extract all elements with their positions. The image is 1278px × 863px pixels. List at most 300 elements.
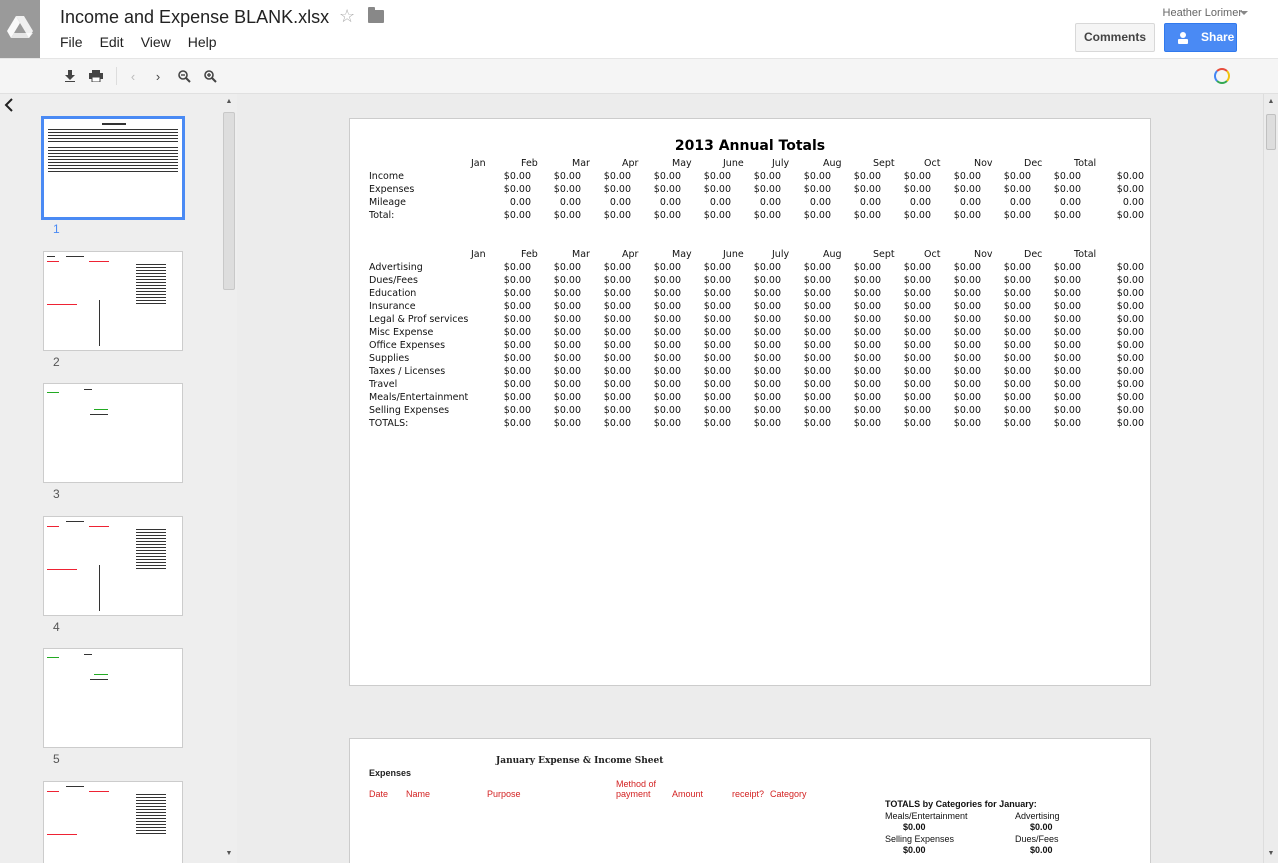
table-cell[interactable]: $0.00 [503,262,531,273]
table-cell[interactable]: $0.00 [703,392,731,403]
table-cell[interactable]: $0.00 [753,210,781,221]
month-header: July [772,158,790,169]
table-cell[interactable]: 0.00 [859,197,881,208]
table-cell[interactable]: 0.00 [1122,197,1144,208]
table-cell[interactable]: $0.00 [953,184,981,195]
scroll-down-icon[interactable]: ▼ [1267,850,1275,857]
table-cell[interactable]: $0.00 [703,184,731,195]
totals-label: Meals/Entertainment [885,811,968,821]
table-cell[interactable]: $0.00 [653,353,681,364]
table-cell[interactable]: $0.00 [1003,418,1031,429]
row-label: Office Expenses [369,340,446,351]
thumbnail-page-3[interactable] [43,383,183,483]
table-cell[interactable]: $0.00 [703,262,731,273]
row-label: Taxes / Licenses [369,366,446,377]
table-cell[interactable]: $0.00 [703,366,731,377]
table-cell[interactable]: $0.00 [1003,288,1031,299]
share-button[interactable] [1164,23,1237,52]
table-cell[interactable]: $0.00 [553,327,581,338]
table-cell[interactable]: $0.00 [553,379,581,390]
table-cell[interactable]: $0.00 [853,171,881,182]
table-cell[interactable]: $0.00 [503,171,531,182]
table-cell[interactable]: 0.00 [909,197,931,208]
table-cell[interactable]: $0.00 [603,366,631,377]
table-cell[interactable]: $0.00 [653,366,681,377]
table-cell[interactable]: $0.00 [553,340,581,351]
table-cell[interactable]: $0.00 [703,171,731,182]
totals-value: $0.00 [1030,845,1053,855]
table-cell[interactable]: $0.00 [1116,392,1144,403]
table-cell[interactable]: $0.00 [653,210,681,221]
table-cell[interactable]: $0.00 [703,418,731,429]
table-cell[interactable]: $0.00 [503,288,531,299]
thumbnail-number: 3 [53,487,60,501]
totals-title: TOTALS by Categories for January: [885,799,1037,809]
sheet-page-1 [349,118,1151,686]
table-cell[interactable]: $0.00 [703,379,731,390]
table-cell[interactable]: 0.00 [509,197,531,208]
person-icon [1176,31,1190,45]
table-cell[interactable]: $0.00 [653,340,681,351]
table-cell[interactable]: $0.00 [953,418,981,429]
row-label: Education [369,288,417,299]
table-cell[interactable]: $0.00 [903,275,931,286]
table-cell[interactable]: $0.00 [1003,301,1031,312]
table-cell[interactable]: $0.00 [653,379,681,390]
table-cell[interactable]: $0.00 [903,353,931,364]
table-cell[interactable]: $0.00 [853,301,881,312]
table-cell[interactable]: $0.00 [603,340,631,351]
totals-value: $0.00 [903,822,926,832]
drive-logo[interactable] [0,0,40,58]
table-cell[interactable]: $0.00 [1003,366,1031,377]
table-cell[interactable]: $0.00 [703,275,731,286]
table-cell[interactable]: $0.00 [1053,171,1081,182]
table-cell[interactable]: $0.00 [503,301,531,312]
table-cell[interactable]: $0.00 [1116,301,1144,312]
table-cell[interactable]: $0.00 [1116,327,1144,338]
table-cell[interactable]: $0.00 [1003,275,1031,286]
table-cell[interactable]: $0.00 [1116,340,1144,351]
table-cell[interactable]: $0.00 [1003,353,1031,364]
row-label: Dues/Fees [369,275,418,286]
table-cell[interactable]: $0.00 [853,353,881,364]
main-scrollbar[interactable] [1263,94,1278,863]
table-cell[interactable]: 0.00 [1009,197,1031,208]
table-cell[interactable]: 0.00 [1059,197,1081,208]
menu-edit[interactable]: Edit [99,34,124,50]
month-header: Total [1074,249,1097,260]
totals-label: Selling Expenses [885,834,955,844]
table-cell[interactable]: $0.00 [503,340,531,351]
table-cell[interactable]: $0.00 [603,405,631,416]
thumbnail-page-5[interactable] [43,648,183,748]
table-cell[interactable]: $0.00 [553,366,581,377]
table-cell[interactable]: $0.00 [803,171,831,182]
table-cell[interactable]: $0.00 [1116,275,1144,286]
table-cell[interactable]: $0.00 [1003,184,1031,195]
table-cell[interactable]: $0.00 [1053,340,1081,351]
sidebar-scroll-thumb[interactable] [223,112,235,290]
table-cell[interactable]: $0.00 [1053,314,1081,325]
month-header: Sept [873,249,895,260]
table-cell[interactable]: $0.00 [1003,262,1031,273]
table-cell[interactable]: $0.00 [853,262,881,273]
table-cell[interactable]: $0.00 [753,288,781,299]
table-cell[interactable]: $0.00 [703,210,731,221]
star-icon[interactable]: ☆ [339,6,356,26]
row-label: TOTALS: [369,418,409,429]
table-cell[interactable]: $0.00 [653,405,681,416]
table-cell[interactable]: 0.00 [959,197,981,208]
table-cell[interactable]: $0.00 [803,184,831,195]
table-cell[interactable]: $0.00 [803,405,831,416]
app-header [0,0,1278,58]
zoom-in-icon[interactable] [201,67,219,85]
table-cell[interactable]: $0.00 [653,288,681,299]
month-header: Jan [471,249,486,260]
row-label: Expenses [369,184,415,195]
table-cell[interactable]: $0.00 [503,314,531,325]
table-cell[interactable]: $0.00 [803,366,831,377]
table-cell[interactable]: $0.00 [703,405,731,416]
table-cell[interactable]: $0.00 [603,314,631,325]
table-cell[interactable]: $0.00 [553,301,581,312]
row-label: Income [369,171,404,182]
table-cell[interactable]: $0.00 [903,405,931,416]
table-cell[interactable]: $0.00 [603,171,631,182]
table-cell[interactable]: $0.00 [1053,262,1081,273]
drive-logo-icon [7,16,33,38]
table-cell[interactable]: $0.00 [1053,288,1081,299]
main-scroll-thumb[interactable] [1266,114,1276,150]
sheet-page-2 [349,738,1151,863]
table-cell[interactable]: $0.00 [1053,210,1081,221]
table-cell[interactable]: $0.00 [1003,314,1031,325]
table-cell[interactable]: $0.00 [1116,379,1144,390]
table-cell[interactable]: $0.00 [1053,327,1081,338]
table-cell[interactable]: $0.00 [753,314,781,325]
thumbnail-page-6[interactable] [43,781,183,863]
table-cell[interactable]: $0.00 [503,418,531,429]
table-cell[interactable]: $0.00 [553,262,581,273]
month-header: Feb [521,158,538,169]
table-cell[interactable]: $0.00 [1116,366,1144,377]
table-cell[interactable]: $0.00 [703,288,731,299]
document-title[interactable]: Income and Expense BLANK.xlsx [60,7,330,27]
table-cell[interactable]: $0.00 [953,405,981,416]
month-header: Mar [572,158,590,169]
table-cell[interactable]: $0.00 [553,314,581,325]
table-cell[interactable]: $0.00 [603,418,631,429]
table-cell[interactable]: $0.00 [953,379,981,390]
table-cell[interactable]: $0.00 [503,353,531,364]
thumbnail-number: 5 [53,752,60,766]
scroll-up-icon[interactable]: ▲ [225,98,233,105]
table-cell[interactable]: $0.00 [853,184,881,195]
table-cell[interactable]: $0.00 [553,210,581,221]
table-cell[interactable]: $0.00 [1053,184,1081,195]
thumbnail-number: 1 [53,222,60,236]
table-cell[interactable]: $0.00 [953,392,981,403]
menu-file[interactable]: File [60,34,83,50]
table-cell[interactable]: $0.00 [953,288,981,299]
table-cell[interactable]: $0.00 [703,353,731,364]
col-receipt: receipt? [732,789,765,799]
table-cell[interactable]: $0.00 [503,210,531,221]
sidebar-scrollbar[interactable] [221,94,237,863]
table-cell[interactable]: $0.00 [853,275,881,286]
table-cell[interactable]: $0.00 [953,210,981,221]
table-cell[interactable]: $0.00 [1003,210,1031,221]
table-cell[interactable]: $0.00 [853,392,881,403]
table-cell[interactable]: $0.00 [1003,392,1031,403]
table-cell[interactable]: $0.00 [853,379,881,390]
month-header: Mar [572,249,590,260]
table-cell[interactable]: $0.00 [1053,353,1081,364]
table-cell[interactable]: $0.00 [953,171,981,182]
col-purpose: Purpose [487,789,521,799]
table-cell[interactable]: $0.00 [1053,379,1081,390]
comments-button[interactable]: Comments [1075,23,1155,52]
sheet-title: 2013 Annual Totals [674,138,826,154]
table-cell[interactable]: $0.00 [653,301,681,312]
table-cell[interactable]: $0.00 [603,327,631,338]
table-cell[interactable]: 0.00 [659,197,681,208]
month-header: Dec [1024,249,1043,260]
table-cell[interactable]: $0.00 [653,171,681,182]
table-cell[interactable]: $0.00 [603,275,631,286]
month-header: May [672,249,692,260]
table-cell[interactable]: $0.00 [753,171,781,182]
table-cell[interactable]: $0.00 [603,392,631,403]
table-cell[interactable]: $0.00 [753,275,781,286]
month-header: Apr [622,158,639,169]
table-cell[interactable]: $0.00 [503,379,531,390]
table-cell[interactable]: $0.00 [903,366,931,377]
table-cell[interactable]: $0.00 [703,314,731,325]
table-cell[interactable]: $0.00 [903,379,931,390]
table-cell[interactable]: $0.00 [903,262,931,273]
table-cell[interactable]: $0.00 [603,379,631,390]
table-cell[interactable]: $0.00 [853,327,881,338]
table-cell[interactable]: $0.00 [903,288,931,299]
table-cell[interactable]: $0.00 [1053,301,1081,312]
table-cell[interactable]: $0.00 [903,340,931,351]
table-cell[interactable]: $0.00 [753,262,781,273]
table-cell[interactable]: $0.00 [1003,379,1031,390]
table-cell[interactable]: $0.00 [753,184,781,195]
table-cell[interactable]: $0.00 [1116,210,1144,221]
table-cell[interactable]: $0.00 [803,379,831,390]
thumbnail-page-4[interactable] [43,516,183,616]
table-cell[interactable]: $0.00 [953,262,981,273]
table-cell[interactable]: $0.00 [1116,353,1144,364]
next-page-icon[interactable]: › [155,68,161,84]
table-cell[interactable]: $0.00 [803,288,831,299]
table-cell[interactable]: $0.00 [903,184,931,195]
thumbnail-page-2[interactable] [43,251,183,351]
zoom-out-icon[interactable] [175,67,193,85]
table-cell[interactable]: $0.00 [653,275,681,286]
menu-view[interactable]: View [140,34,171,50]
table-cell[interactable]: $0.00 [553,392,581,403]
row-label: Mileage [369,197,407,208]
table-cell[interactable]: $0.00 [653,327,681,338]
table-cell[interactable]: $0.00 [1053,405,1081,416]
table-cell[interactable]: $0.00 [803,353,831,364]
table-cell[interactable]: $0.00 [553,275,581,286]
table-cell[interactable]: $0.00 [603,353,631,364]
table-cell[interactable]: $0.00 [1116,418,1144,429]
table-cell[interactable]: $0.00 [753,418,781,429]
table-cell[interactable]: $0.00 [553,405,581,416]
table-cell[interactable]: 0.00 [709,197,731,208]
row-label: Misc Expense [369,327,434,338]
table-cell[interactable]: $0.00 [603,262,631,273]
table-cell[interactable]: $0.00 [753,327,781,338]
table-cell[interactable]: $0.00 [1053,418,1081,429]
thumbnail-page-1[interactable] [41,116,185,220]
table-cell[interactable]: $0.00 [653,392,681,403]
table-cell[interactable]: 0.00 [559,197,581,208]
download-icon[interactable] [61,67,79,85]
table-cell[interactable]: $0.00 [1053,366,1081,377]
table-cell[interactable]: $0.00 [1116,262,1144,273]
col-method: Method of payment [616,779,657,799]
row-label: Total: [369,210,395,221]
table-cell[interactable]: $0.00 [1003,340,1031,351]
table-cell[interactable]: $0.00 [503,184,531,195]
table-cell[interactable]: 0.00 [759,197,781,208]
table-cell[interactable]: $0.00 [653,262,681,273]
table-cell[interactable]: $0.00 [853,418,881,429]
table-cell[interactable]: $0.00 [953,366,981,377]
table-cell[interactable]: $0.00 [903,418,931,429]
table-cell[interactable]: $0.00 [1053,275,1081,286]
table-cell[interactable]: $0.00 [753,301,781,312]
table-cell[interactable]: $0.00 [1116,314,1144,325]
table-cell[interactable]: $0.00 [803,275,831,286]
table-cell[interactable]: $0.00 [903,301,931,312]
account-name[interactable]: Heather Lorimer [1162,7,1242,19]
table-cell[interactable]: $0.00 [753,366,781,377]
table-cell[interactable]: $0.00 [503,327,531,338]
loading-spinner-icon [1214,68,1230,84]
table-cell[interactable]: $0.00 [1116,405,1144,416]
table-cell[interactable]: $0.00 [753,340,781,351]
table-cell[interactable]: $0.00 [503,392,531,403]
table-cell[interactable]: $0.00 [503,405,531,416]
col-name: Name [406,789,431,799]
table-cell[interactable]: $0.00 [603,301,631,312]
table-cell[interactable]: $0.00 [803,210,831,221]
table-cell[interactable]: $0.00 [853,210,881,221]
table-cell[interactable]: $0.00 [953,353,981,364]
table-cell[interactable]: $0.00 [753,353,781,364]
table-cell[interactable]: $0.00 [803,314,831,325]
print-icon[interactable] [87,67,105,85]
table-cell[interactable]: $0.00 [903,210,931,221]
table-cell[interactable]: $0.00 [553,184,581,195]
table-cell[interactable]: $0.00 [503,366,531,377]
table-cell[interactable]: $0.00 [553,288,581,299]
row-label: Selling Expenses [369,405,450,416]
table-cell[interactable]: $0.00 [753,405,781,416]
table-cell[interactable]: $0.00 [803,340,831,351]
table-cell[interactable]: $0.00 [603,184,631,195]
scroll-down-icon[interactable]: ▼ [225,850,233,857]
table-cell[interactable]: $0.00 [703,301,731,312]
table-cell[interactable]: $0.00 [553,171,581,182]
menu-help[interactable]: Help [187,34,217,50]
table-cell[interactable]: $0.00 [903,171,931,182]
table-cell[interactable]: 0.00 [609,197,631,208]
month-header: Sept [873,158,895,169]
thumbnail-sidebar [0,94,237,863]
table-cell[interactable]: $0.00 [703,340,731,351]
table-cell[interactable]: $0.00 [853,366,881,377]
table-cell[interactable]: $0.00 [703,327,731,338]
table-cell[interactable]: 0.00 [809,197,831,208]
table-cell[interactable]: $0.00 [1003,171,1031,182]
table-cell[interactable]: $0.00 [1003,405,1031,416]
table-cell[interactable]: $0.00 [653,314,681,325]
table-cell[interactable]: $0.00 [903,392,931,403]
table-cell[interactable]: $0.00 [653,418,681,429]
collapse-sidebar-icon[interactable] [4,98,14,115]
table-cell[interactable]: $0.00 [1116,171,1144,182]
thumbnail-number: 4 [53,620,60,634]
table-cell[interactable]: $0.00 [553,418,581,429]
table-cell[interactable]: $0.00 [803,392,831,403]
table-cell[interactable]: $0.00 [953,275,981,286]
table-cell[interactable]: $0.00 [803,418,831,429]
table-cell[interactable]: $0.00 [1053,392,1081,403]
table-cell[interactable]: $0.00 [953,314,981,325]
scroll-up-icon[interactable]: ▲ [1267,98,1275,105]
table-cell[interactable]: $0.00 [753,379,781,390]
table-cell[interactable]: $0.00 [803,327,831,338]
folder-icon[interactable] [368,10,384,23]
table-cell[interactable]: $0.00 [803,262,831,273]
table-cell[interactable]: $0.00 [1003,327,1031,338]
table-cell[interactable]: $0.00 [853,405,881,416]
month-header: June [723,249,744,260]
prev-page-icon[interactable]: ‹ [130,68,136,84]
account-caret-icon[interactable] [1240,11,1248,15]
toolbar-separator [116,67,117,85]
table-cell[interactable]: $0.00 [853,340,881,351]
row-label: Meals/Entertainment [369,392,469,403]
table-cell[interactable]: $0.00 [803,301,831,312]
table-cell[interactable]: $0.00 [903,314,931,325]
table-cell[interactable]: $0.00 [653,184,681,195]
table-cell[interactable]: $0.00 [1116,184,1144,195]
table-cell[interactable]: $0.00 [753,392,781,403]
table-cell[interactable]: $0.00 [853,288,881,299]
table-cell[interactable]: $0.00 [853,314,881,325]
table-cell[interactable]: $0.00 [553,353,581,364]
table-cell[interactable]: $0.00 [503,275,531,286]
table-cell[interactable]: $0.00 [903,327,931,338]
table-cell[interactable]: $0.00 [953,327,981,338]
table-cell[interactable]: $0.00 [953,301,981,312]
table-cell[interactable]: $0.00 [603,288,631,299]
table-cell[interactable]: $0.00 [953,340,981,351]
table-cell[interactable]: $0.00 [1116,288,1144,299]
table-cell[interactable]: $0.00 [603,210,631,221]
